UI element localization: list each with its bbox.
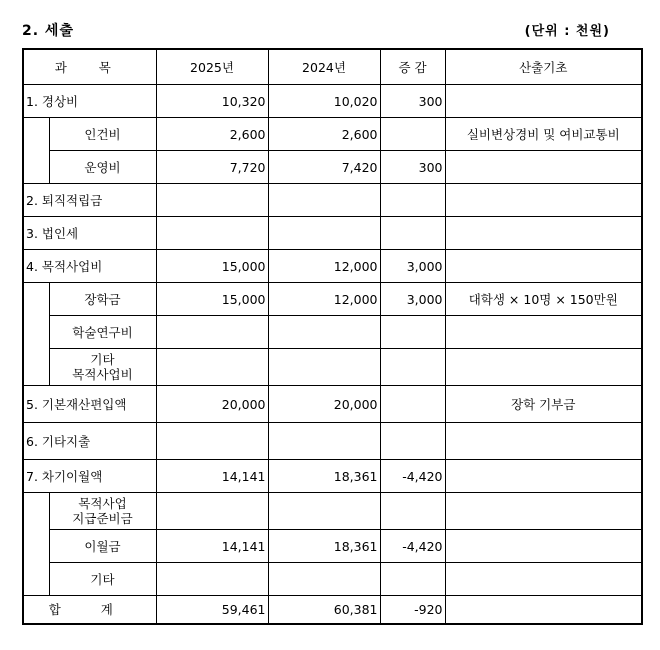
row-label: 4. 목적사업비 (23, 250, 156, 283)
table-header-row (23, 49, 642, 85)
cell-2024: 12,000 (268, 283, 380, 316)
indent-cell (23, 493, 49, 530)
cell-diff: -4,420 (380, 460, 445, 493)
cell-basis (445, 423, 642, 460)
total-2025: 59,461 (156, 596, 268, 625)
unit-label: (단위 : 천원) (524, 24, 610, 39)
table-row (23, 530, 642, 563)
cell-2025 (156, 184, 268, 217)
row-label: 인건비 (49, 118, 156, 151)
row-label: 2. 퇴직적립금 (23, 184, 156, 217)
cell-basis (445, 250, 642, 283)
table-row (23, 493, 642, 530)
row-label: 학술연구비 (49, 316, 156, 349)
cell-diff (380, 563, 445, 596)
row-label: 3. 법인세 (23, 217, 156, 250)
cell-diff (380, 493, 445, 530)
header-2024: 2024년 (268, 49, 380, 85)
cell-2024: 10,020 (268, 85, 380, 118)
cell-basis (445, 493, 642, 530)
indent-cell (23, 316, 49, 349)
row-label: 6. 기타지출 (23, 423, 156, 460)
cell-basis (445, 217, 642, 250)
header-diff: 증 감 (380, 49, 445, 85)
indent-cell (23, 118, 49, 151)
table-row (23, 563, 642, 596)
cell-2025: 20,000 (156, 386, 268, 423)
cell-2025: 10,320 (156, 85, 268, 118)
cell-2025: 15,000 (156, 283, 268, 316)
header-basis: 산출기초 (445, 49, 642, 85)
cell-diff (380, 118, 445, 151)
cell-2025: 14,141 (156, 530, 268, 563)
cell-2025 (156, 316, 268, 349)
table-row (23, 151, 642, 184)
row-label: 7. 차기이월액 (23, 460, 156, 493)
row-label: 기타 (49, 563, 156, 596)
indent-cell (23, 283, 49, 316)
table-row (23, 423, 642, 460)
total-row (23, 596, 642, 625)
cell-diff: 300 (380, 85, 445, 118)
cell-diff (380, 386, 445, 423)
header-2025: 2025년 (156, 49, 268, 85)
cell-basis (445, 460, 642, 493)
cell-diff: -4,420 (380, 530, 445, 563)
cell-diff (380, 349, 445, 386)
indent-cell (23, 563, 49, 596)
cell-basis: 장학 기부금 (445, 386, 642, 423)
cell-diff: 3,000 (380, 283, 445, 316)
cell-diff: 300 (380, 151, 445, 184)
table-row (23, 349, 642, 386)
cell-basis: 대학생 × 10명 × 150만원 (445, 283, 642, 316)
table-row (23, 118, 642, 151)
cell-2025 (156, 423, 268, 460)
row-label: 이월금 (49, 530, 156, 563)
table-row (23, 250, 642, 283)
row-label: 장학금 (49, 283, 156, 316)
cell-2024 (268, 563, 380, 596)
row-label: 1. 경상비 (23, 85, 156, 118)
total-2024: 60,381 (268, 596, 380, 625)
cell-2024: 20,000 (268, 386, 380, 423)
table-row (23, 386, 642, 423)
total-diff: -920 (380, 596, 445, 625)
total-basis (445, 596, 642, 625)
cell-2024 (268, 316, 380, 349)
cell-diff (380, 423, 445, 460)
cell-2025 (156, 217, 268, 250)
cell-2025: 7,720 (156, 151, 268, 184)
cell-diff (380, 316, 445, 349)
row-label: 운영비 (49, 151, 156, 184)
section-title: 2. 세출 (22, 23, 74, 39)
cell-diff: 3,000 (380, 250, 445, 283)
cell-2024: 18,361 (268, 530, 380, 563)
cell-basis (445, 85, 642, 118)
total-label: 합 계 (23, 596, 156, 625)
cell-2024: 7,420 (268, 151, 380, 184)
cell-2025 (156, 493, 268, 530)
table-row (23, 217, 642, 250)
cell-2025: 15,000 (156, 250, 268, 283)
cell-basis (445, 563, 642, 596)
cell-basis (445, 530, 642, 563)
cell-2024 (268, 423, 380, 460)
cell-basis: 실비변상경비 및 여비교통비 (445, 118, 642, 151)
indent-cell (23, 530, 49, 563)
cell-2024: 2,600 (268, 118, 380, 151)
cell-2025: 2,600 (156, 118, 268, 151)
cell-2025: 14,141 (156, 460, 268, 493)
cell-basis (445, 151, 642, 184)
cell-2025 (156, 349, 268, 386)
indent-cell (23, 151, 49, 184)
cell-diff (380, 217, 445, 250)
row-label: 5. 기본재산편입액 (23, 386, 156, 423)
cell-2025 (156, 563, 268, 596)
cell-2024 (268, 349, 380, 386)
cell-basis (445, 349, 642, 386)
table-row (23, 283, 642, 316)
header-item: 과 목 (23, 49, 156, 85)
cell-2024 (268, 493, 380, 530)
cell-2024 (268, 217, 380, 250)
expenditure-table (22, 48, 643, 625)
table-row (23, 184, 642, 217)
cell-diff (380, 184, 445, 217)
cell-basis (445, 316, 642, 349)
row-label: 목적사업 지급준비금 (49, 493, 156, 530)
cell-2024: 18,361 (268, 460, 380, 493)
table-row (23, 460, 642, 493)
cell-basis (445, 184, 642, 217)
table-row (23, 85, 642, 118)
row-label: 기타 목적사업비 (49, 349, 156, 386)
table-row (23, 316, 642, 349)
cell-2024 (268, 184, 380, 217)
indent-cell (23, 349, 49, 386)
cell-2024: 12,000 (268, 250, 380, 283)
